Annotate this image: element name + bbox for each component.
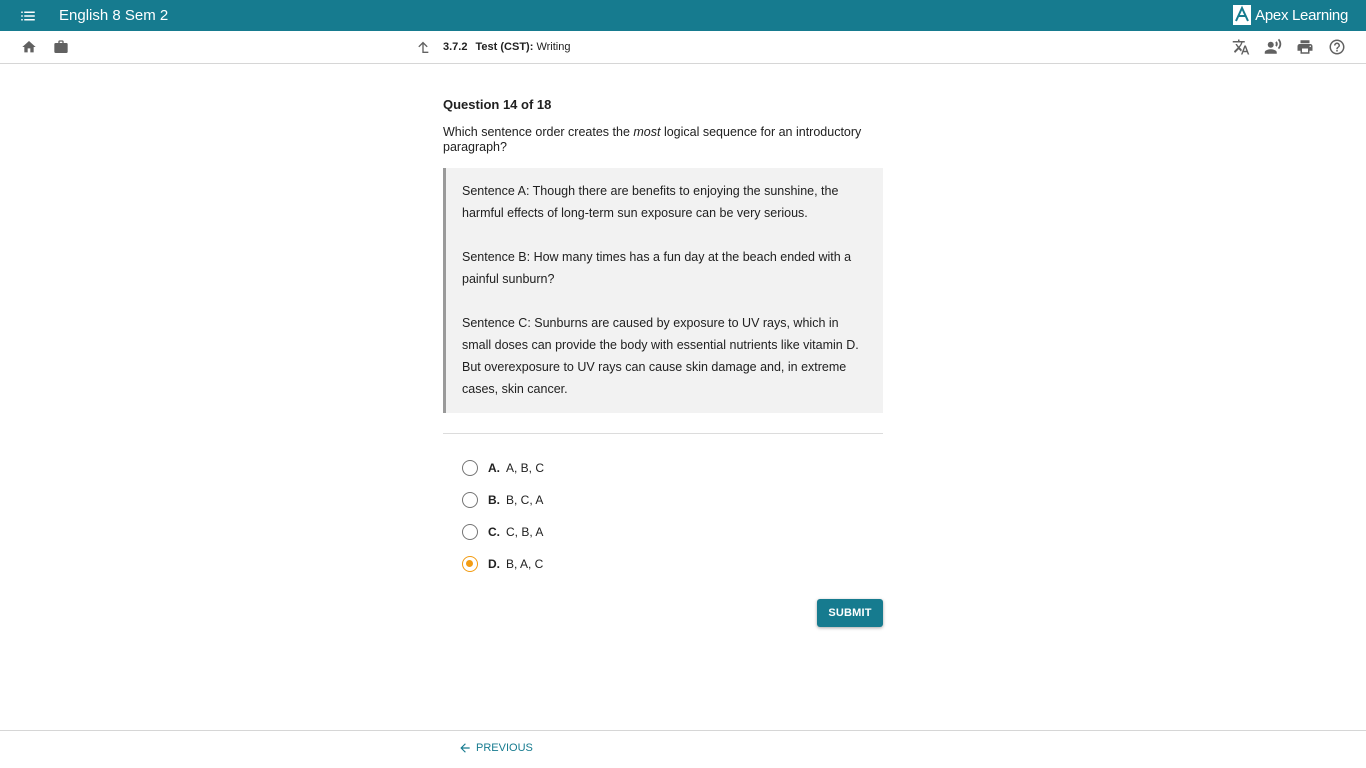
activity-toolbar — [0, 31, 1366, 64]
home-icon[interactable] — [18, 36, 40, 58]
radio-button-selected[interactable] — [462, 556, 478, 572]
option-c[interactable] — [462, 516, 544, 548]
brand-logo — [1233, 5, 1348, 25]
sentence-c: Sentence C: Sunburns are caused by exposure to UV rays, which in small doses can provide the body with essential nutrients like vitamin D. But overexposure to UV rays can cause skin damage and, in extreme cases, skin cancer. — [462, 316, 859, 396]
menu-icon[interactable] — [19, 7, 37, 25]
radio-button[interactable] — [462, 524, 478, 540]
option-text: C, B, A — [506, 525, 544, 539]
option-letter: A. — [488, 461, 500, 475]
option-letter: C. — [488, 525, 500, 539]
option-text: A, B, C — [506, 461, 545, 475]
top-app-bar — [0, 0, 1366, 31]
up-arrow-icon[interactable] — [412, 36, 434, 58]
question-text-after: logical sequence for an introductory paragraph? — [443, 125, 862, 154]
sentence-passage — [443, 168, 883, 413]
question-header: Question 14 of 18 — [443, 97, 552, 112]
submit-button[interactable]: SUBMIT — [817, 599, 883, 627]
breadcrumb-number: 3.7.2 — [443, 41, 468, 53]
breadcrumb — [443, 41, 570, 53]
question-text-before: Which sentence order creates the — [443, 125, 634, 139]
sentence-a: Sentence A: Though there are benefits to enjoying the sunshine, the harmful effects of long-term sun exposure can be very serious. — [462, 184, 839, 220]
briefcase-icon[interactable] — [50, 36, 72, 58]
print-icon[interactable] — [1294, 36, 1316, 58]
sentence-b: Sentence B: How many times has a fun day at the beach ended with a painful sunburn? — [462, 250, 852, 286]
option-text: B, A, C — [506, 557, 544, 571]
breadcrumb-title: Writing — [536, 41, 571, 53]
previous-button[interactable] — [458, 741, 533, 755]
course-title: English 8 Sem 2 — [59, 7, 169, 24]
apex-logo-icon — [1233, 5, 1251, 25]
question-text — [443, 125, 883, 155]
option-letter: D. — [488, 557, 500, 571]
option-text: B, C, A — [506, 493, 544, 507]
brand-name: Apex Learning — [1255, 6, 1348, 24]
breadcrumb-type: Test (CST): — [475, 41, 534, 53]
divider — [443, 433, 883, 434]
option-letter: B. — [488, 493, 500, 507]
translate-icon[interactable] — [1230, 36, 1252, 58]
radio-button[interactable] — [462, 460, 478, 476]
radio-button[interactable] — [462, 492, 478, 508]
option-b[interactable] — [462, 484, 544, 516]
option-d[interactable] — [462, 548, 544, 580]
answer-options — [462, 452, 544, 580]
help-icon[interactable] — [1326, 36, 1348, 58]
arrow-left-icon — [458, 741, 472, 755]
text-to-speech-icon[interactable] — [1262, 36, 1284, 58]
footer-nav — [0, 730, 1366, 768]
previous-label: PREVIOUS — [476, 742, 533, 754]
question-text-emphasis: most — [633, 125, 661, 139]
option-a[interactable] — [462, 452, 544, 484]
